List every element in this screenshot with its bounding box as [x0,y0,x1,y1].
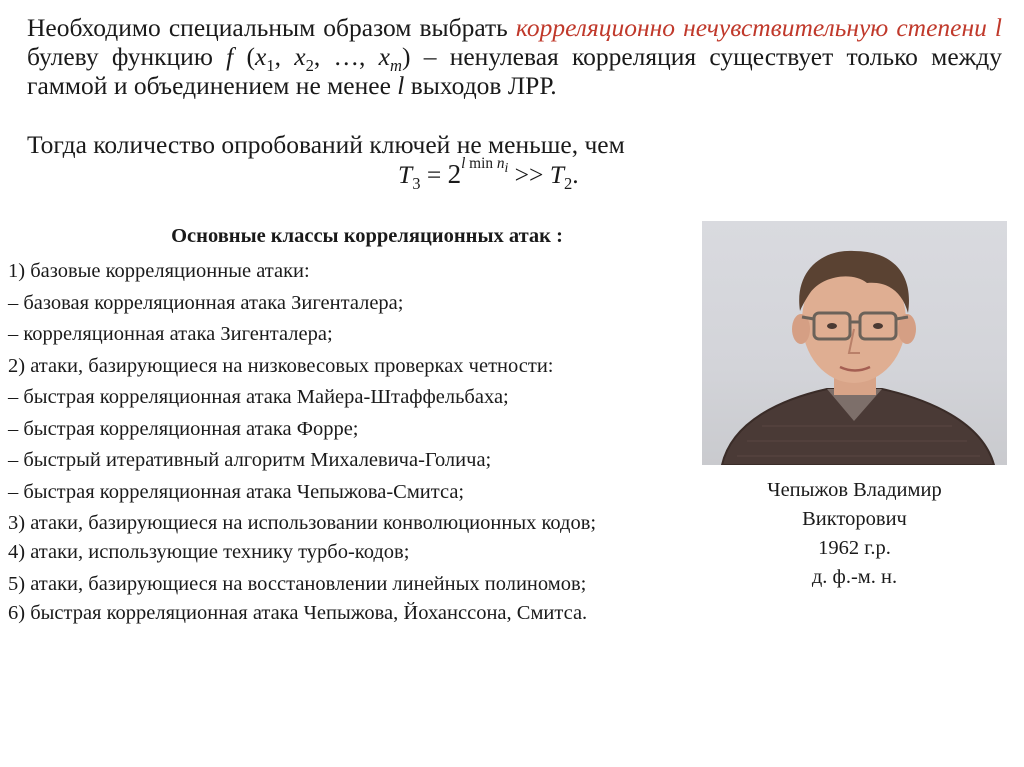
formula-sub2: 2 [564,174,573,194]
portrait-photo [702,221,1007,465]
list-item: – быстрый итеративный алгоритм Михалевича-Голича; [8,449,492,471]
formula-end: . [572,160,579,189]
intro-text-2: булеву функцию [27,42,227,71]
caption-line: д. ф.-м. н. [811,566,898,588]
formula-gg: >> [508,160,550,189]
formula-eq: = [420,160,448,189]
formula-T: T [398,160,413,189]
formula-exponent [461,154,509,175]
exp-n: n [496,154,505,172]
list-item: – базовая корреляционная атака Зигенталера; [8,291,404,314]
list-item: 6) быстрая корреляционная атака Чепыжова, Йохансcона, Смитса. [8,601,588,624]
formula-T2: T [549,160,564,189]
caption-line: 1962 г.р. [818,537,891,559]
list-item: 5) атаки, базирующиеся на восстановлении линейных полиномов; [8,572,587,595]
caption-line: Чепыжов Владимир [767,479,942,501]
exp-l: l [461,154,466,172]
list-item: – быстрая корреляционная атака Форре; [8,417,359,440]
list-item: – быстрая корреляционная атака Майера-Штаффельбаха; [8,386,509,408]
intro-text-3: ) – ненулевая корреляция существует только между гаммой и объединением не менее [27,42,1002,100]
list-item: 1) базовые корреляционные атаки: [8,260,310,282]
sub-1: 1 [266,56,275,76]
formula-sub3: 3 [412,174,421,194]
intro-paragraph [27,13,1002,100]
formula-base: 2 [447,159,462,189]
classes-title: Основные классы корреляционных атак : [171,225,563,247]
sub-2: 2 [305,56,314,76]
var-xm: x [378,42,390,71]
var-l: l [397,71,405,100]
exp-i: i [504,159,509,175]
intro-highlight: корреляционно нечувствительную степени l [515,13,1002,42]
var-x2: x [294,42,306,71]
formula [398,154,579,194]
attack-list [8,257,708,628]
caption-line: Викторович [802,508,907,530]
portrait-caption [702,476,1007,592]
sub-m: m [389,56,402,76]
list-item: – корреляционная атака Зигенталера; [8,323,333,345]
func-symbol: f [226,42,234,71]
list-item: 4) атаки, использующие технику турбо-кодов; [8,541,410,563]
list-item: 2) атаки, базирующиеся на низковесовых проверках четности: [8,354,554,377]
var-x1: x [255,42,267,71]
portrait-image [702,221,1007,465]
paren-open: ( [233,42,255,71]
comma: , [274,42,295,71]
intro-text-4: выходов ЛРР. [404,71,557,100]
dots: , …, [313,42,379,71]
list-item: – быстрая корреляционная атака Чепыжова-Смитса; [8,480,465,503]
exp-min: min [465,154,497,172]
intro-text-1: Необходимо специальным образом выбрать [27,13,516,42]
list-item: 3) атаки, базирующиеся на использовании конволюционных кодов; [8,512,597,534]
then-paragraph: Тогда количество опробований ключей не меньше, чем [27,130,625,159]
